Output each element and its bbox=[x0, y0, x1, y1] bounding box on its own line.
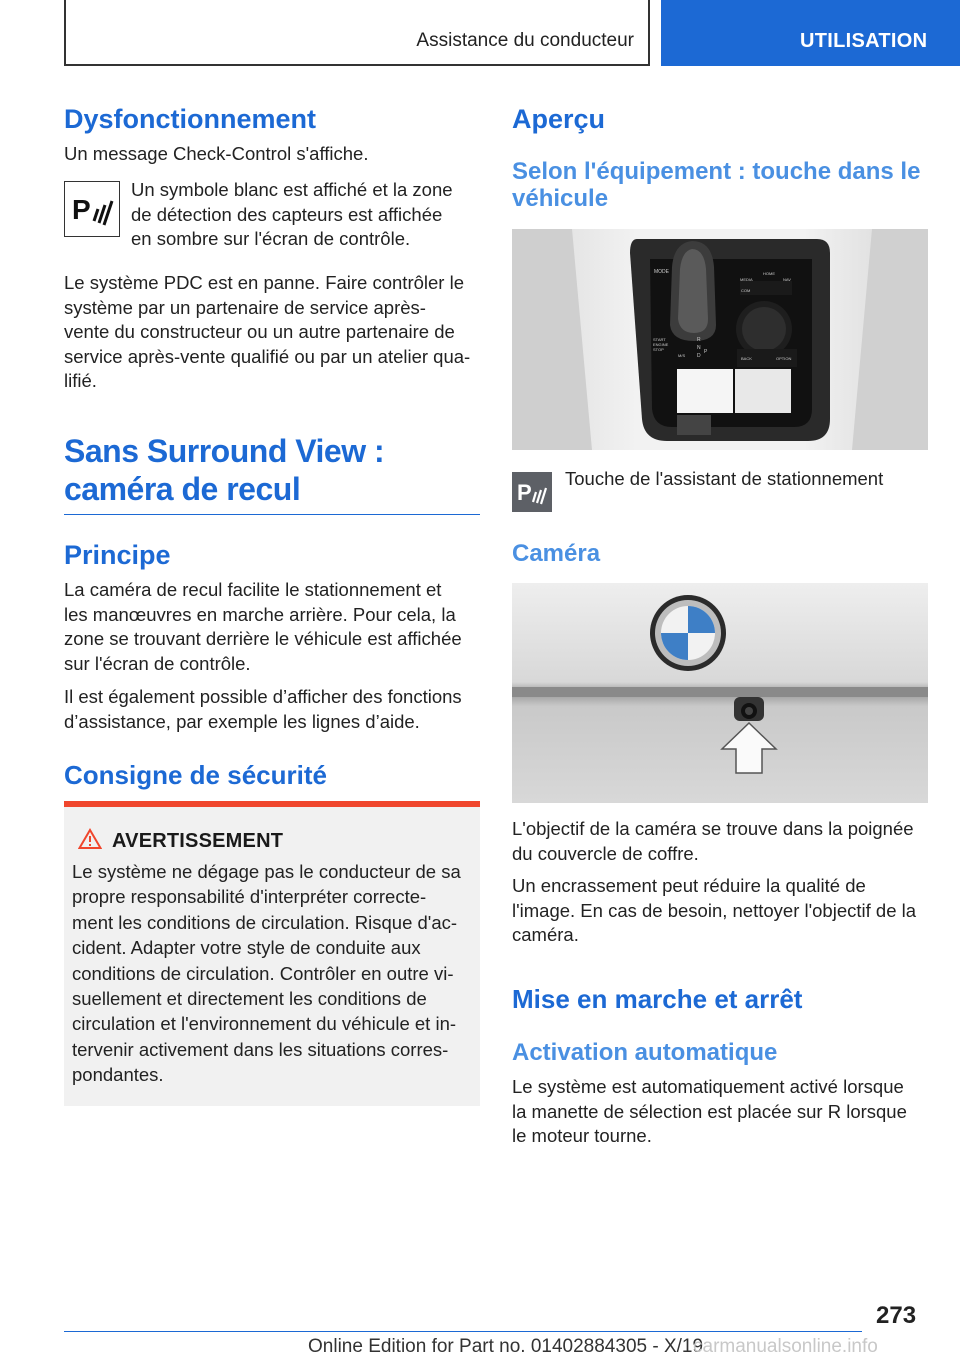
text-line: d’assistance, par exemple les lignes d’aide. bbox=[64, 710, 420, 732]
header-chapter-tab[interactable] bbox=[661, 0, 960, 66]
warning-title: AVERTISSEMENT bbox=[112, 830, 284, 852]
text-line: L'objectif de la caméra se trouve dans la poignée bbox=[512, 818, 914, 839]
overview-heading: Aperçu bbox=[512, 104, 606, 134]
text-line: l'image. En cas de besoin, nettoyer l'objectif de la bbox=[512, 899, 917, 921]
heading-line: caméra de recul bbox=[64, 471, 301, 507]
console-com-label: COM bbox=[741, 288, 751, 293]
text-line: circulation et l'environnement du véhicule et in- bbox=[72, 1013, 457, 1035]
console-option-label: OPTION bbox=[776, 356, 792, 361]
text-line: Le système est automatiquement activé lorsque bbox=[512, 1076, 904, 1097]
gear-r-label: R bbox=[697, 337, 701, 343]
edition-text: Online Edition for Part no. 01402884305 - X/19 bbox=[308, 1336, 704, 1357]
text-line: Un encrassement peut réduire la qualité de bbox=[512, 875, 866, 896]
warning-triangle-icon bbox=[78, 828, 102, 850]
warning-text bbox=[72, 859, 476, 1088]
principle-text-2 bbox=[64, 685, 462, 734]
text-line: Un symbole blanc est affiché et la zone bbox=[131, 179, 453, 200]
heading-divider bbox=[64, 514, 480, 515]
key-caption: Touche de l'assistant de stationnement bbox=[565, 468, 884, 489]
malfunction-intro: Un message Check-Control s'affiche. bbox=[64, 143, 369, 164]
onoff-heading: Mise en marche et arrêt bbox=[512, 984, 803, 1014]
text-line: propre responsabilité d'interpréter correcte- bbox=[72, 886, 427, 908]
text-line: caméra. bbox=[512, 924, 579, 946]
chapter-heading bbox=[64, 432, 484, 508]
text-line: en sombre sur l'écran de contrôle. bbox=[131, 228, 411, 250]
symbol-description bbox=[131, 178, 453, 252]
text-line: lifié. bbox=[64, 370, 97, 392]
equipment-heading bbox=[512, 158, 920, 212]
pdc-symbol-icon bbox=[64, 181, 120, 237]
svg-text:P: P bbox=[517, 480, 532, 505]
text-line: suellement et directement les conditions de bbox=[72, 988, 427, 1010]
text-line: les manœuvres en marche arrière. Pour cela, la bbox=[64, 603, 456, 625]
console-nav-label: NAV bbox=[783, 277, 791, 282]
console-media-label: MEDIA bbox=[740, 277, 753, 282]
watermark: carmanualsonline.info bbox=[693, 1336, 878, 1357]
header-section-title: Assistance du conducteur bbox=[416, 30, 634, 51]
auto-activation-text bbox=[512, 1075, 907, 1149]
footer-divider bbox=[64, 1331, 862, 1332]
text-line: zone se trouvant derrière le véhicule est affichée bbox=[64, 628, 462, 650]
auto-activation-heading: Activation automatique bbox=[512, 1039, 778, 1066]
text-line: conditions de circulation. Contrôler en outre vi- bbox=[72, 962, 454, 984]
text-line: Il est également possible d’afficher des fonctions bbox=[64, 686, 462, 707]
gear-ms-label: M/S bbox=[678, 353, 686, 358]
camera-text bbox=[512, 817, 914, 866]
text-line: service après-vente qualifié ou par un atelier qua- bbox=[64, 345, 471, 367]
heading-line: véhicule bbox=[512, 185, 609, 212]
header-section-box bbox=[64, 0, 650, 66]
text-line: tervenir activement dans les situations corres- bbox=[72, 1038, 449, 1060]
console-stop-label: STOP bbox=[653, 347, 664, 352]
warning-box bbox=[64, 801, 480, 1106]
console-mode-label: MODE bbox=[654, 269, 669, 275]
gear-p-label: P bbox=[704, 349, 708, 355]
gear-n-label: N bbox=[697, 345, 701, 351]
console-home-label: HOME bbox=[763, 271, 775, 276]
page-number: 273 bbox=[876, 1302, 917, 1329]
console-engine-label: ENGINE bbox=[653, 342, 669, 347]
text-line: Le système PDC est en panne. Faire contrôler le bbox=[64, 272, 464, 293]
text-line: le moteur tourne. bbox=[512, 1125, 652, 1147]
malfunction-heading: Dysfonctionnement bbox=[64, 104, 317, 134]
text-line: La caméra de recul facilite le stationnement et bbox=[64, 579, 442, 600]
camera-heading: Caméra bbox=[512, 540, 601, 567]
safety-heading: Consigne de sécurité bbox=[64, 760, 327, 790]
text-line: Le système ne dégage pas le conducteur de sa bbox=[72, 861, 461, 882]
rear-camera-photo bbox=[512, 583, 928, 803]
heading-line: Selon l'équipement : touche dans le bbox=[512, 158, 921, 185]
pdc-fault-text bbox=[64, 271, 470, 394]
text-line: de détection des capteurs est affichée bbox=[131, 203, 443, 225]
warning-bar bbox=[64, 801, 480, 807]
principle-text bbox=[64, 578, 462, 676]
console-photo bbox=[512, 229, 928, 450]
text-line: système par un partenaire de service après- bbox=[64, 296, 426, 318]
heading-line: Sans Surround View : bbox=[64, 433, 385, 469]
text-line: sur l'écran de contrôle. bbox=[64, 652, 251, 674]
svg-text:P: P bbox=[72, 194, 91, 225]
park-assist-key-icon bbox=[512, 472, 552, 512]
text-line: du couvercle de coffre. bbox=[512, 842, 699, 864]
text-line: cident. Adapter votre style de conduite aux bbox=[72, 937, 421, 959]
text-line: la manette de sélection est placée sur R lorsque bbox=[512, 1100, 907, 1122]
principle-heading: Principe bbox=[64, 540, 171, 570]
console-back-label: BACK bbox=[741, 356, 752, 361]
header-chapter-title: UTILISATION bbox=[800, 30, 928, 52]
camera-text-2 bbox=[512, 874, 916, 948]
console-start-label: START bbox=[653, 337, 666, 342]
text-line: vente du constructeur ou un autre partenaire de bbox=[64, 321, 455, 343]
text-line: pondantes. bbox=[72, 1064, 164, 1086]
text-line: ment les conditions de circulation. Risque d'ac- bbox=[72, 911, 458, 933]
gear-d-label: D bbox=[697, 353, 701, 359]
